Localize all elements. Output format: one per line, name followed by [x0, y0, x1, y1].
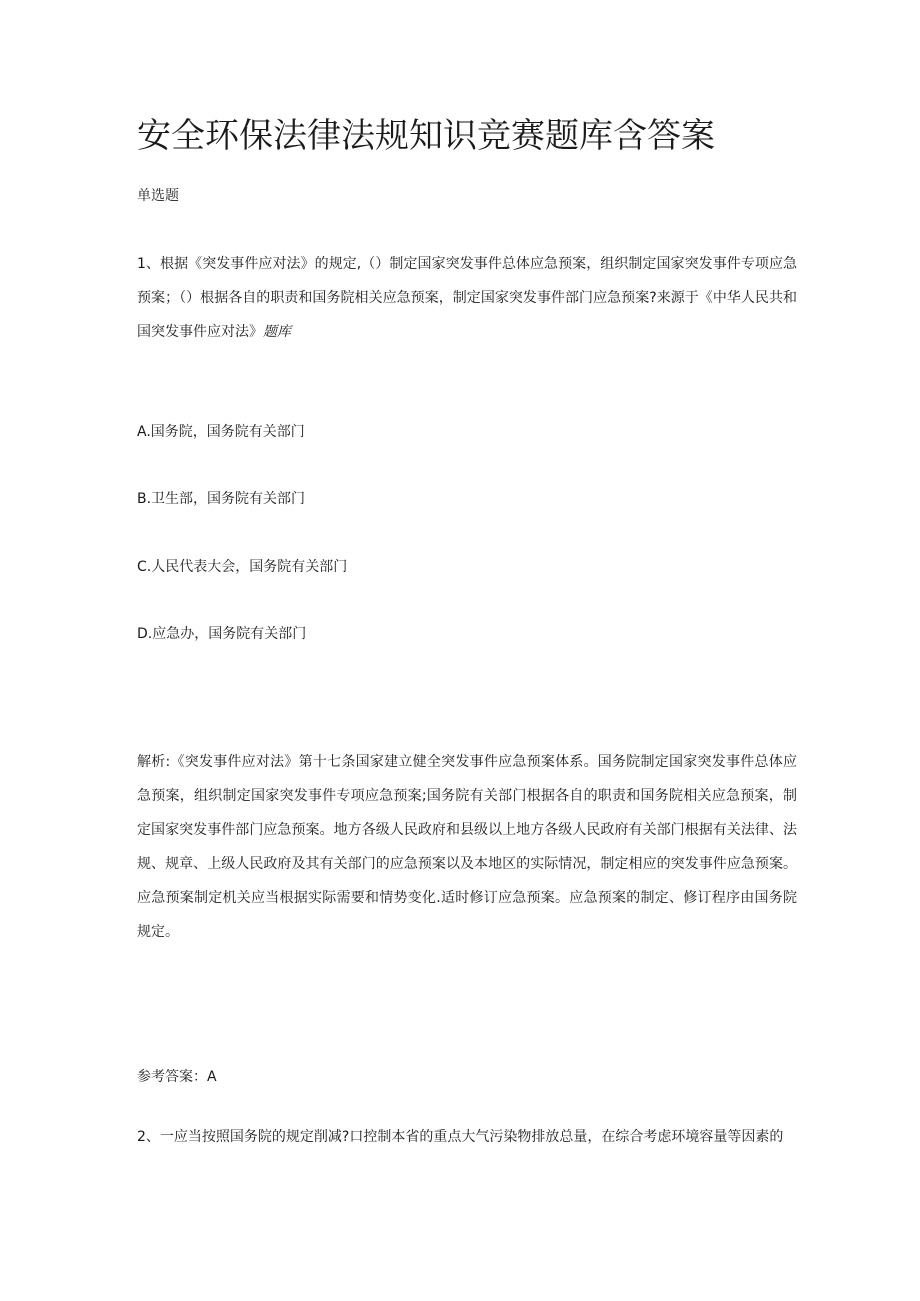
- section-label: 单选题: [137, 188, 179, 204]
- question-1-analysis: 解析:《突发事件应对法》第十七条国家建立健全突发事件应急预案体系。国务院制定国家突发事件总体应急预案，组织制定国家突发事件专项应急预案;国务院有关部门根据各自的职责和国务院相关应急预案，制定国家突发事件部门应急预案。地方各级人民政府和县级以上地方各级人民政府有关部门根据有关法律、法规、规章、上级人民政府及其有关部门的应急预案以及本地区的实际情况，制定相应的突发事件应急预案。应急预案制定机关应当根据实际需要和情势变化.适时修订应急预案。应急预案的制定、修订程序由国务院规定。: [137, 754, 797, 940]
- document-title: 安全环保法律法规知识竞赛题库含答案: [137, 116, 715, 156]
- option-d: D.应急办，国务院有关部门: [137, 626, 307, 642]
- question-2-text: 2、一应当按照国务院的规定削减?口控制本省的重点大气污染物排放总量，在综合考虑环境容量等因素的: [137, 1129, 784, 1145]
- question-1-body: 1、根据《突发事件应对法》的规定,（）制定国家突发事件总体应急预案，组织制定国家突发事件专项应急预案；（）根据各自的职责和国务院相关应急预案，制定国家突发事件部门应急预案?来源于《中华人民共和国突发事件应对法》: [137, 256, 797, 340]
- option-a: A.国务院，国务院有关部门: [137, 424, 305, 440]
- question-1-text: [137, 247, 797, 349]
- question-1-answer: 参考答案：A: [137, 1069, 217, 1085]
- question-1-source-suffix: 题库: [263, 324, 291, 340]
- option-b: B.卫生部，国务院有关部门: [137, 491, 306, 507]
- option-c: C.人民代表大会，国务院有关部门: [137, 559, 348, 575]
